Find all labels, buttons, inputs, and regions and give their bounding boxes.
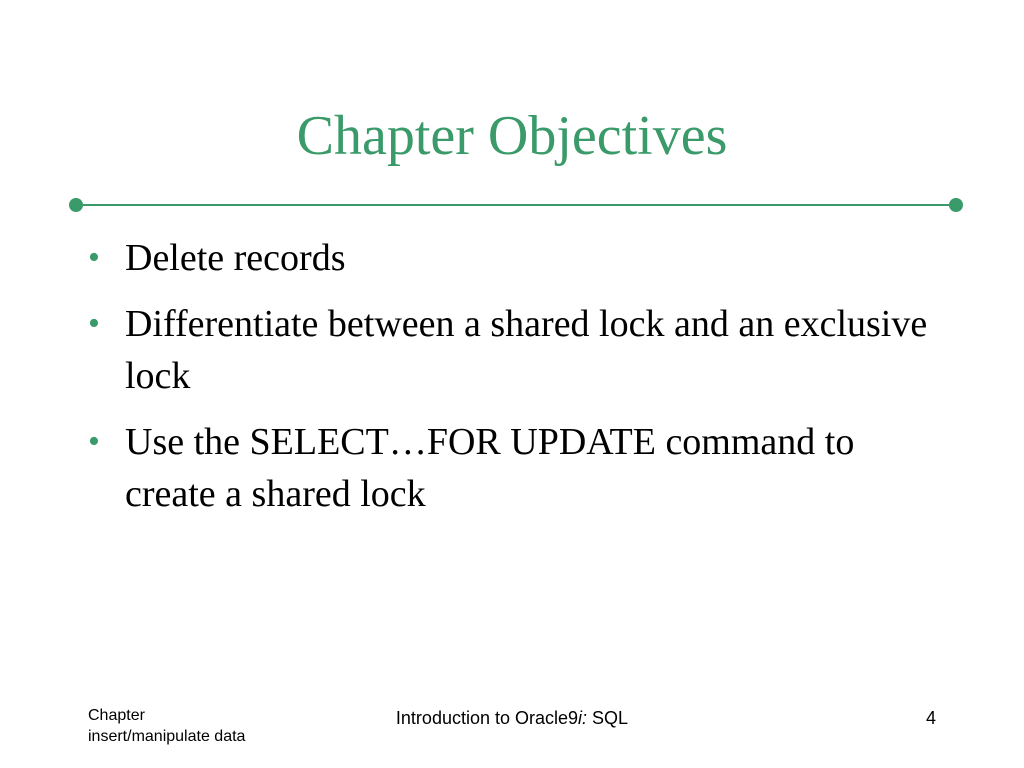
bullet-text: Differentiate between a shared lock and an exclusive lock [125, 303, 928, 397]
footer-course-italic: i: [578, 708, 588, 728]
bullet-icon: • [88, 239, 100, 276]
page-number: 4 [925, 708, 936, 728]
objectives-list [88, 232, 948, 534]
bullet-icon: • [88, 423, 100, 460]
bullet-icon: • [88, 305, 100, 342]
divider-right-dot [949, 198, 963, 212]
footer-course-suffix: SQL [587, 708, 629, 728]
footer-chapter-line2: insert/manipulate data [88, 728, 246, 745]
divider-line [76, 204, 956, 206]
list-item [88, 298, 948, 402]
footer-chapter-label [88, 705, 308, 747]
footer-course-title [312, 707, 712, 729]
bullet-text: Use the SELECT…FOR UPDATE command to create a shared lock [125, 421, 855, 515]
slide-title: Chapter Objectives [296, 105, 728, 167]
bullet-text: Delete records [125, 237, 346, 279]
footer-chapter-line1: Chapter [88, 707, 145, 724]
list-item [88, 232, 948, 284]
list-item [88, 416, 948, 520]
footer-course-prefix: Introduction to Oracle9 [395, 708, 579, 728]
